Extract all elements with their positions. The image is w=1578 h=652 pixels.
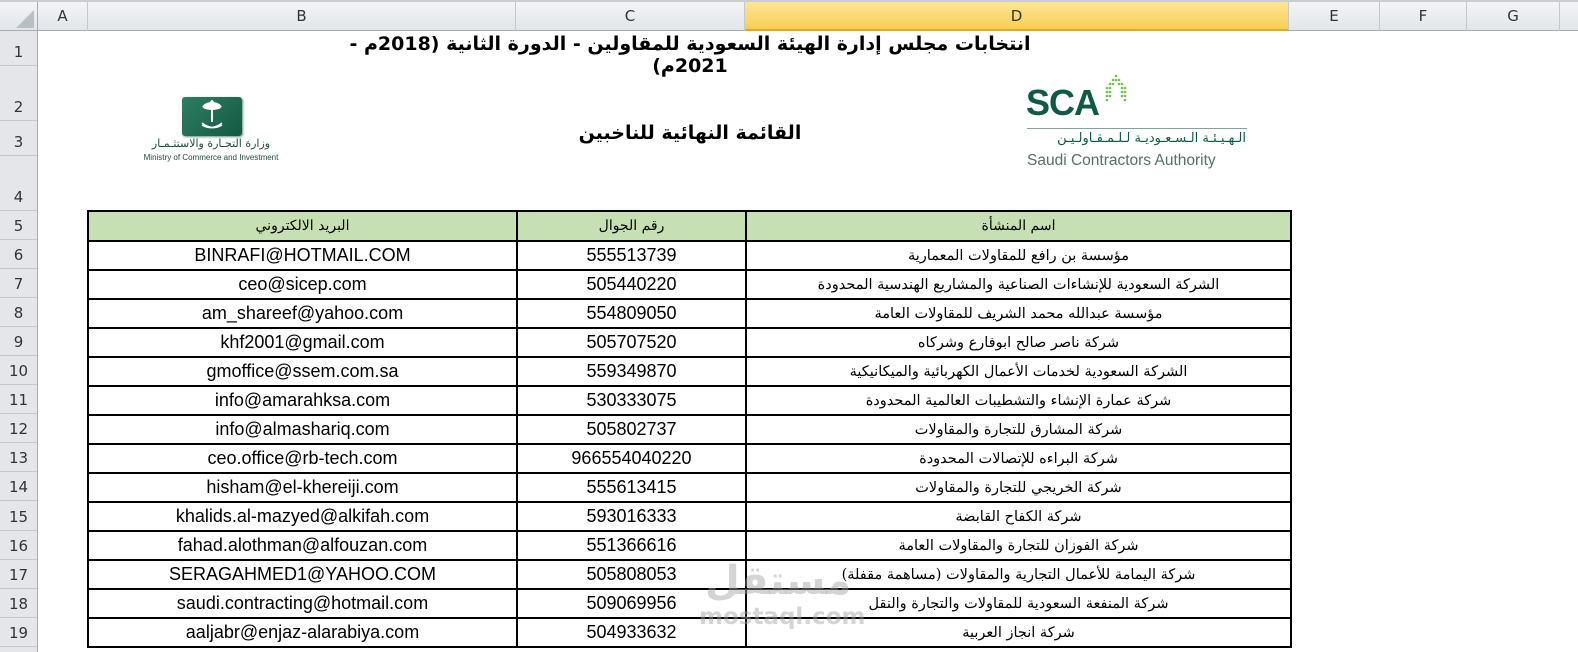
table-row [88,589,1291,618]
email-cell[interactable]: SERAGAHMED1@YAHOO.COM [88,560,517,589]
select-all-triangle-icon [16,10,34,28]
establishment-name-cell[interactable]: شركة البراءه للإتصالات المحدودة [746,444,1291,473]
row-header-15[interactable]: 15 [0,501,37,531]
establishment-name-cell[interactable]: الشركة السعودية للإنشاءات الصناعية والمشاريع الهندسية المحدودة [746,270,1291,299]
row-header-19[interactable]: 19 [0,618,37,647]
establishment-name-cell[interactable]: الشركة السعودية لخدمات الأعمال الكهربائية والميكانيكية [746,357,1291,386]
column-header-d[interactable]: D [745,2,1289,31]
table-row [88,299,1291,328]
column-header-f[interactable]: F [1380,2,1467,31]
list-subtitle[interactable]: القائمة النهائية للناخبين [578,122,802,144]
row-header-6[interactable]: 6 [0,240,37,269]
email-cell[interactable]: fahad.alothman@alfouzan.com [88,531,517,560]
row-header-1[interactable]: 1 [0,31,37,66]
column-header-b[interactable]: B [88,2,516,31]
row-header-3[interactable]: 3 [0,121,37,156]
table-row [88,531,1291,560]
email-cell[interactable]: saudi.contracting@hotmail.com [88,589,517,618]
establishment-name-cell[interactable]: شركة المنفعة السعودية للمقاولات والتجارة والنقل [746,589,1291,618]
row-header-column [0,31,38,652]
saudi-emblem-icon [182,97,242,136]
watermark-text-en: mostaql.com [699,604,866,630]
phone-cell[interactable]: 505707520 [517,328,746,357]
establishment-name-cell[interactable]: شركة اليمامة للأعمال التجارية والمقاولات (مساهمة مقفلة) [746,560,1291,589]
row-header-4[interactable]: 4 [0,156,37,211]
row-header-11[interactable]: 11 [0,385,37,414]
establishment-name-cell[interactable]: مؤسسة عبدالله محمد الشريف للمقاولات العامة [746,299,1291,328]
row-header-2[interactable]: 2 [0,66,37,121]
column-header-bar [0,0,1578,31]
sca-name-ar: الـهـيـئـة الـسـعـوديـة لـلـمـقـاولـيـن [1057,131,1246,146]
phone-cell[interactable]: 966554040220 [517,444,746,473]
phone-cell[interactable]: 554809050 [517,299,746,328]
header-phone[interactable]: رقم الجوال [517,211,746,241]
establishment-name-cell[interactable]: شركة ناصر صالح ابوفارع وشركاه [746,328,1291,357]
row-header-13[interactable]: 13 [0,443,37,472]
table-row [88,270,1291,299]
establishment-name-cell[interactable]: شركة عمارة الإنشاء والتشطيبات العالمية المحدودة [746,386,1291,415]
row-header-17[interactable]: 17 [0,560,37,589]
email-cell[interactable]: ceo@sicep.com [88,270,517,299]
header-email[interactable]: البريد الالكتروني [88,211,517,241]
phone-cell[interactable]: 505808053 [517,560,746,589]
table-row [88,415,1291,444]
email-cell[interactable]: gmoffice@ssem.com.sa [88,357,517,386]
phone-cell[interactable]: 505440220 [517,270,746,299]
email-cell[interactable]: info@amarahksa.com [88,386,517,415]
phone-cell[interactable]: 505802737 [517,415,746,444]
email-cell[interactable]: aaljabr@enjaz-alarabiya.com [88,618,517,647]
table-row [88,618,1291,647]
sca-letters: SCA [1026,82,1100,123]
table-row [88,241,1291,270]
ministry-name-en: Ministry of Commerce and Investment [143,153,279,162]
establishment-name-cell[interactable]: شركة الخريجي للتجارة والمقاولات [746,473,1291,502]
header-establishment-name[interactable]: اسم المنشأة [746,211,1291,241]
sca-arrow-dots-icon [1102,74,1130,106]
row-header-14[interactable]: 14 [0,472,37,501]
table-header-row [88,211,1291,241]
table-row [88,357,1291,386]
table-row [88,444,1291,473]
column-header-c[interactable]: C [516,2,745,31]
phone-cell[interactable]: 555613415 [517,473,746,502]
table-row [88,386,1291,415]
establishment-name-cell[interactable]: شركة الكفاح القابضة [746,502,1291,531]
email-cell[interactable]: info@almashariq.com [88,415,517,444]
row-header-18[interactable]: 18 [0,589,37,618]
establishment-name-cell[interactable]: شركة الفوزان للتجارة والمقاولات العامة [746,531,1291,560]
table-row [88,473,1291,502]
sca-name-en: Saudi Contractors Authority [1027,152,1216,169]
phone-cell[interactable]: 530333075 [517,386,746,415]
email-cell[interactable]: BINRAFI@HOTMAIL.COM [88,241,517,270]
sca-divider [1027,128,1247,129]
row-header-8[interactable]: 8 [0,298,37,327]
row-header-12[interactable]: 12 [0,414,37,443]
email-cell[interactable]: am_shareef@yahoo.com [88,299,517,328]
select-all-button[interactable] [0,2,38,31]
row-header-16[interactable]: 16 [0,531,37,560]
table-row [88,502,1291,531]
phone-cell[interactable]: 555513739 [517,241,746,270]
column-header-g[interactable]: G [1467,2,1560,31]
email-cell[interactable]: ceo.office@rb-tech.com [88,444,517,473]
phone-cell[interactable]: 559349870 [517,357,746,386]
row-header-9[interactable]: 9 [0,327,37,356]
phone-cell[interactable]: 551366616 [517,531,746,560]
page-title[interactable]: انتخابات مجلس إدارة الهيئة السعودية للمقاولين - الدورة الثانية (2018م - 2021م) [349,33,1031,77]
watermark-text-ar: مستقل [705,558,852,604]
table-row [88,328,1291,357]
establishment-name-cell[interactable]: مؤسسة بن رافع للمقاولات المعمارية [746,241,1291,270]
phone-cell[interactable]: 504933632 [517,618,746,647]
email-cell[interactable]: hisham@el-khereiji.com [88,473,517,502]
ministry-name-ar: وزارة التجـارة والاستثـمـار [151,137,271,150]
column-header-e[interactable]: E [1289,2,1380,31]
row-header-7[interactable]: 7 [0,269,37,298]
table-row [88,560,1291,589]
row-header-5[interactable]: 5 [0,211,37,240]
sca-logo[interactable] [1024,72,1254,177]
establishment-name-cell[interactable]: شركة انجاز العربية [746,618,1291,647]
phone-cell[interactable]: 593016333 [517,502,746,531]
ministry-logo[interactable] [122,95,300,167]
establishment-name-cell[interactable]: شركة المشارق للتجارة والمقاولات [746,415,1291,444]
voters-table [87,210,1292,648]
email-cell[interactable]: khf2001@gmail.com [88,328,517,357]
row-header-10[interactable]: 10 [0,356,37,385]
phone-cell[interactable]: 509069956 [517,589,746,618]
column-header-a[interactable]: A [38,2,88,31]
email-cell[interactable]: khalids.al-mazyed@alkifah.com [88,502,517,531]
